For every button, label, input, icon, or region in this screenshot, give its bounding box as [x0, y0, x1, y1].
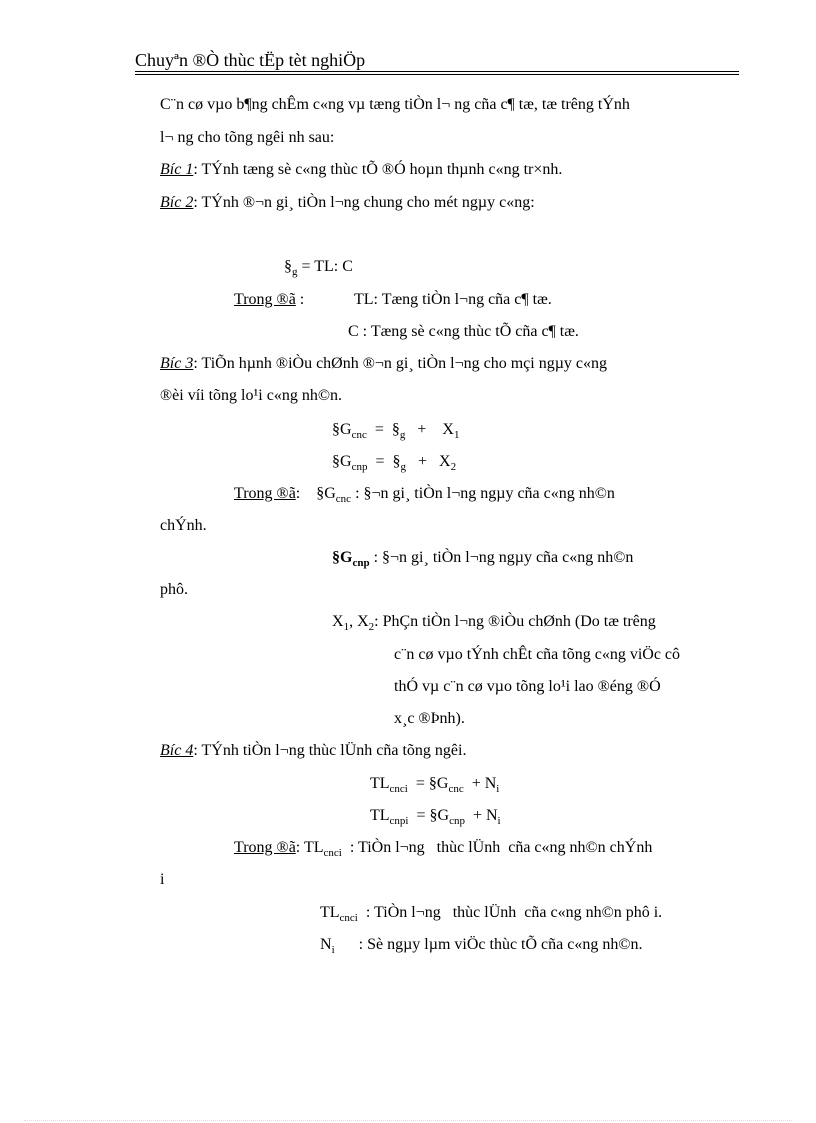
- formula-cnp: $\S G_{cnp}$ = $\S_g + X_2$: [332, 453, 457, 473]
- formula-tl-cnpi: $TL_{cnpi}$ = $\S G_{cnp} + N_i$: [370, 807, 501, 827]
- where-3: $\S G_{cnp}$ : §¬n gi¸ tiÒn l¬ng ngµy cña c«ng nh©n: [332, 549, 634, 569]
- intro-line-2: l¬ ng cho tõng ngêi nh sau:: [160, 129, 335, 146]
- step-4: [160, 741, 466, 761]
- where-1-c: C : Tæng sè c«ng thùc tÕ cña c¶ tæ.: [348, 323, 579, 340]
- page-bottom-divider: [24, 1120, 792, 1121]
- x-adjustment-cont-3: x¸c ®Þnh).: [394, 710, 465, 727]
- x-adjustment: $X_1$, $X_2$: PhÇn tiÒn l¬ng ®iÒu chØnh (Do tæ trêng: [332, 613, 656, 633]
- step-4-text: : TÝnh tiÒn l¬ng thùc lÜnh cña tõng ngêi.: [193, 742, 467, 759]
- formula-cnc: $\S G_{cnc}$ = $\S_g$ + $X_1$: [332, 421, 460, 441]
- where-4-label: Trong ®ã: [234, 839, 296, 856]
- formula-unit-price: $\S_g$ = TL: C: [284, 258, 353, 278]
- page-header-title: Chuyªn ®Ò thùc tËp tèt nghiÖp: [135, 50, 366, 70]
- step-3-label: Bíc 3: [160, 355, 194, 372]
- where-4: Trong ®ã: $TL_{cnci}$ : TiÒn l¬ng thùc lÜnh cña c«ng nh©n chÝnh: [234, 839, 653, 859]
- step-4-label: Bíc 4: [160, 742, 194, 759]
- where-2: Trong ®ã: $\S G_{cnc}$ : §¬n gi¸ tiÒn l¬ng ngµy cña c«ng nh©n: [234, 485, 615, 505]
- step-2-label: Bíc 2: [160, 194, 194, 211]
- where-1-label: Trong ®ã: [234, 291, 296, 308]
- step-1-text: : TÝnh tæng sè c«ng thùc tÕ ®Ó hoµn thµnh c«ng tr×nh.: [193, 161, 563, 178]
- where-3-cont: phô.: [160, 581, 188, 598]
- header-rule-top: [135, 71, 739, 72]
- where-4-cont: i: [160, 871, 165, 888]
- step-3-cont: ®èi víi tõng lo¹i c«ng nh©n.: [160, 387, 342, 404]
- step-2: [160, 193, 535, 213]
- step-3-text: : TiÕn hµnh ®iÒu chØnh ®¬n gi¸ tiÒn l¬ng cho mçi ngµy c«ng: [193, 355, 608, 372]
- header-rule-bottom: [135, 74, 739, 75]
- step-2-text: : TÝnh ®¬n gi¸ tiÒn l¬ng chung cho mét ngµy c«ng:: [193, 194, 535, 211]
- where-5: $TL_{cnci}$ : TiÒn l¬ng thùc lÜnh cña c«ng nh©n phô i.: [320, 904, 663, 924]
- step-3: [160, 354, 607, 374]
- where-1: Trong ®ã :: [234, 291, 305, 308]
- intro-line-1: C¨n cø vµo b¶ng chÊm c«ng vµ tæng tiÒn l¬ ng cña c¶ tæ, tæ trêng tÝnh: [160, 96, 630, 113]
- x-adjustment-cont-1: c¨n cø vµo tÝnh chÊt cña tõng c«ng viÖc cô: [394, 646, 681, 663]
- x-adjustment-cont-2: thÓ vµ c¨n cø vµo tõng lo¹i lao ®éng ®Ó: [394, 678, 661, 695]
- step-1: [160, 160, 562, 180]
- where-1-tl: TL: Tæng tiÒn l¬ng cña c¶ tæ.: [354, 291, 552, 308]
- where-2-label: Trong ®ã: [234, 485, 296, 502]
- formula-tl-cnci: $TL_{cnci}$ = $\S G_{cnc} + N_i$: [370, 775, 500, 795]
- step-1-label: Bíc 1: [160, 161, 194, 178]
- where-6: $N_i$ : Sè ngµy lµm viÖc thùc tÕ cña c«ng nh©n.: [320, 936, 643, 956]
- where-2-cont: chÝnh.: [160, 517, 207, 534]
